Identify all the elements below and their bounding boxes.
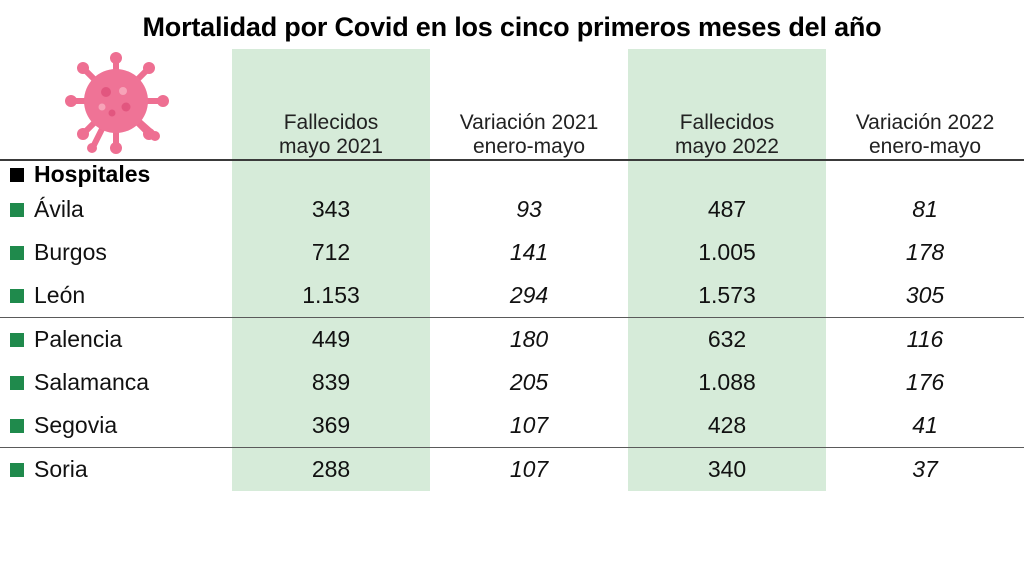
cell-fallecidos-2021: 288	[232, 448, 430, 492]
header-line-1: Fallecidos	[283, 110, 379, 134]
table-row	[0, 448, 1024, 492]
group-label: Hospitales	[34, 161, 151, 187]
cell-variacion-2022: 41	[912, 412, 938, 438]
table-group-row	[0, 160, 1024, 188]
group-spacer-4	[826, 160, 1024, 188]
cell-fallecidos-2022: 1.005	[628, 231, 826, 274]
column-header-variacion-2022	[826, 49, 1024, 160]
cell-variacion-2021: 107	[509, 412, 549, 438]
row-label-cell	[0, 274, 232, 318]
header-line-2: mayo 2021	[279, 134, 383, 158]
cell-fallecidos-2021: 449	[232, 318, 430, 362]
table-row	[0, 404, 1024, 448]
bullet-square-icon	[10, 246, 24, 260]
bullet-square-icon	[10, 463, 24, 477]
row-label: Soria	[34, 456, 88, 482]
column-header-fallecidos-2022	[628, 49, 826, 160]
cell-variacion-2021: 107	[430, 448, 628, 492]
bullet-square-icon	[10, 289, 24, 303]
column-header-fallecidos-2021	[232, 49, 430, 160]
virus-illustration-cell	[0, 49, 232, 160]
row-label-cell	[0, 231, 232, 274]
group-spacer-2	[430, 160, 628, 188]
cell-variacion-2021: 141	[509, 239, 549, 265]
column-header-variacion-2021	[430, 49, 628, 160]
cell-variacion-2021: 205	[509, 369, 549, 395]
header-line-1: Fallecidos	[679, 110, 775, 134]
cell-fallecidos-2022: 487	[628, 188, 826, 231]
cell-fallecidos-2022: 428	[628, 404, 826, 448]
group-label-cell	[0, 160, 232, 188]
cell-variacion-2021: 294	[509, 282, 549, 308]
row-label-cell	[0, 448, 232, 492]
group-spacer-3	[628, 160, 826, 188]
cell-variacion-2021: 180	[430, 318, 628, 362]
cell-fallecidos-2021: 839	[232, 361, 430, 404]
row-label: Palencia	[34, 326, 123, 352]
header-line-2: enero-mayo	[472, 134, 586, 158]
cell-variacion-2022: 176	[905, 369, 945, 395]
table-row	[0, 361, 1024, 404]
cell-variacion-2022: 37	[826, 448, 1024, 492]
table-row	[0, 188, 1024, 231]
cell-fallecidos-2022: 1.573	[628, 274, 826, 318]
cell-variacion-2022: 81	[912, 196, 938, 222]
cell-fallecidos-2021: 343	[232, 188, 430, 231]
row-label-cell	[0, 404, 232, 448]
bullet-square-icon	[10, 168, 24, 182]
cell-variacion-2021: 93	[516, 196, 542, 222]
table-row	[0, 274, 1024, 318]
header-line-1: Variación 2022	[855, 110, 995, 134]
bullet-square-icon	[10, 376, 24, 390]
table-row	[0, 318, 1024, 362]
cell-fallecidos-2021: 369	[232, 404, 430, 448]
header-line-2: mayo 2022	[675, 134, 779, 158]
virus-icon	[54, 49, 178, 159]
row-label-cell	[0, 318, 232, 362]
row-label: Burgos	[34, 239, 107, 265]
row-label: Ávila	[34, 196, 84, 222]
row-label-cell	[0, 188, 232, 231]
row-label: Salamanca	[34, 369, 150, 395]
bullet-square-icon	[10, 203, 24, 217]
row-label: Segovia	[34, 412, 118, 438]
row-label-cell	[0, 361, 232, 404]
cell-fallecidos-2021: 712	[232, 231, 430, 274]
row-label: León	[34, 282, 86, 308]
header-line-2: enero-mayo	[868, 134, 982, 158]
cell-fallecidos-2021: 1.153	[232, 274, 430, 318]
cell-fallecidos-2022: 632	[628, 318, 826, 362]
table-header-row	[0, 49, 1024, 160]
cell-variacion-2022: 305	[905, 282, 945, 308]
bullet-square-icon	[10, 419, 24, 433]
table-row	[0, 231, 1024, 274]
cell-variacion-2022: 116	[826, 318, 1024, 362]
page-title: Mortalidad por Covid en los cinco primeros meses del año	[142, 12, 882, 42]
bullet-square-icon	[10, 333, 24, 347]
group-spacer-1	[232, 160, 430, 188]
covid-mortality-table	[0, 49, 1024, 491]
header-line-1: Variación 2021	[459, 110, 599, 134]
cell-variacion-2022: 178	[905, 239, 945, 265]
cell-fallecidos-2022: 340	[628, 448, 826, 492]
cell-fallecidos-2022: 1.088	[628, 361, 826, 404]
